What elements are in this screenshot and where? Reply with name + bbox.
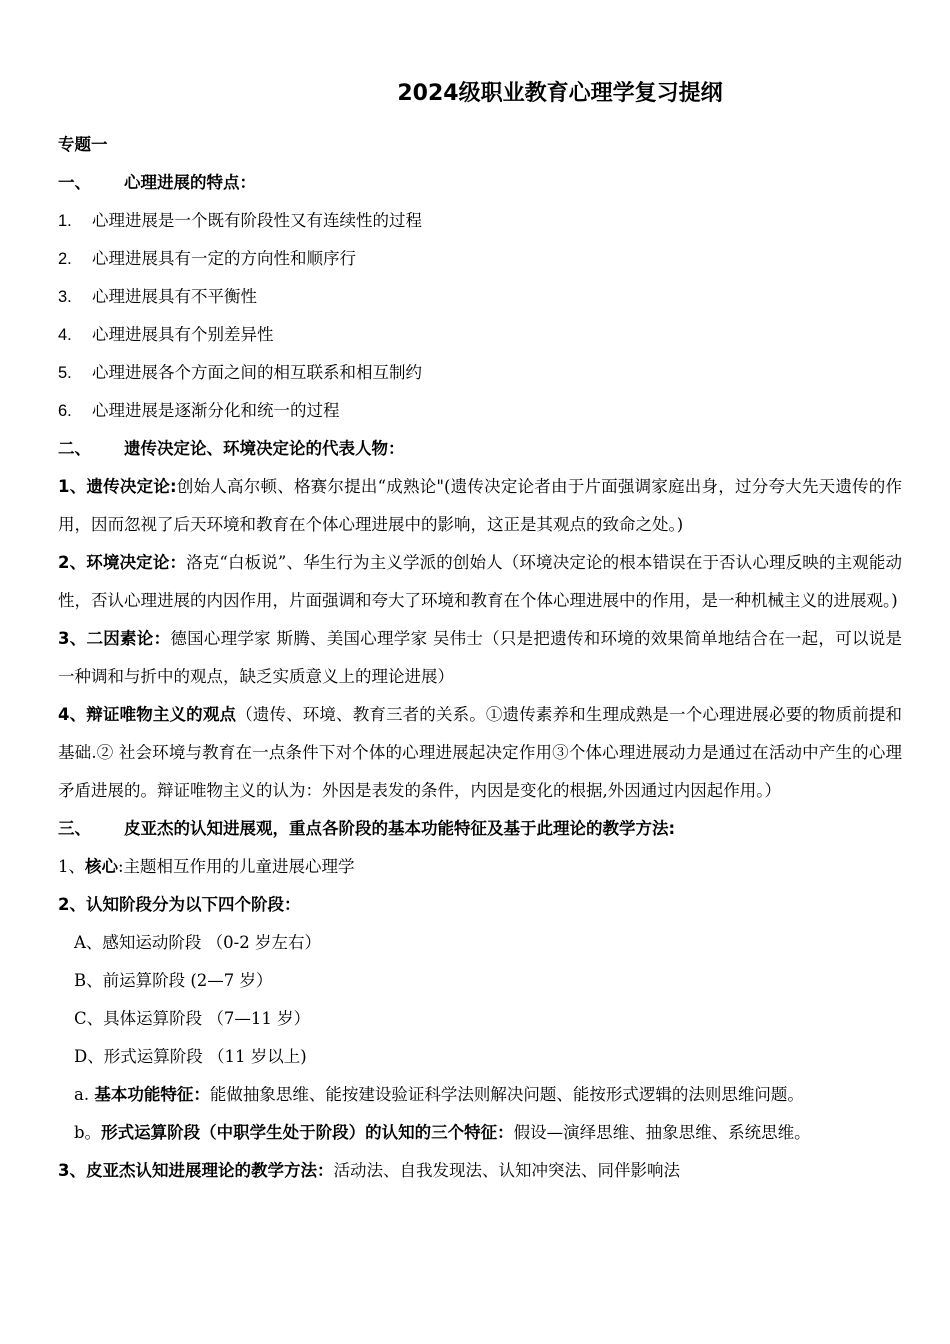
list-item-number: 1. (58, 212, 72, 230)
paragraph-text: 洛克“白板说”、华生行为主义学派的创始人（环境决定论的根本错误在于否认心理反映的主观能动性，否认心理进展的内因作用，片面强调和夸大了环境和教育在个体心理进展中的作用，是一种机械主义的进展观。) (58, 553, 903, 610)
stage-item: A、感知运动阶段 （0-2 岁左右） (74, 933, 321, 952)
paragraph-label: 4、辩证唯物主义的观点 (58, 705, 237, 724)
formal-operations-features (58, 1114, 902, 1152)
paragraph-dialectical-materialism (58, 696, 902, 810)
section-1-number: 一、 (58, 173, 91, 192)
methods-text: 活动法、自我发现法、认知冲突法、同伴影响法 (333, 1161, 680, 1180)
features-text: 能做抽象思维、能按建设验证科学法则解决问题、能按形式逻辑的法则思维问题。 (209, 1085, 804, 1104)
paragraph-text: 创始人高尔顿、格赛尔提出“成熟论"(遗传决定论者由于片面强调家庭出身，过分夸大先天遗传的作用，因而忽视了后天环境和教育在个体心理进展中的影响，这正是其观点的致命之处。) (58, 477, 902, 534)
list-item (58, 278, 902, 316)
stage-item: B、前运算阶段 (2—7 岁） (74, 971, 273, 990)
list-item (58, 240, 902, 278)
topic-heading: 专题一 (58, 135, 108, 154)
paragraph-environment-determinism (58, 544, 902, 620)
paragraph-text: 德国心理学家 斯腾、美国心理学家 吴伟士（只是把遗传和环境的效果简单地结合在一起，可以说是一种调和与折中的观点，缺乏实质意义上的理论进展） (58, 629, 902, 686)
methods-label: 3、皮亚杰认知进展理论的教学方法： (58, 1161, 334, 1180)
paragraph-text: （遗传、环境、教育三者的关系。①遗传素养和生理成熟是一个心理进展必要的物质前提和基础.② 社会环境与教育在一点条件下对个体的心理进展起决定作用③个体心理进展动力是通过在活动中产生的心理矛盾进展的。辩证唯物主义的认为：外因是表发的条件，内因是变化的根据,外因通过内因起作用。） (58, 705, 903, 800)
list-item-text: 心理进展是逐渐分化和统一的过程 (92, 401, 340, 420)
list-item (58, 392, 902, 430)
section-3-title: 皮亚杰的认知进展观，重点各阶段的基本功能特征及基于此理论的教学方法: (124, 819, 676, 838)
paragraph-label: 2、环境决定论： (58, 553, 187, 572)
features-label: 基本功能特征： (94, 1085, 210, 1104)
formal-text: 假设—演绎思维、抽象思维、系统思维。 (513, 1123, 811, 1142)
section-2-number: 二、 (58, 439, 91, 458)
features-prefix: a. (74, 1085, 95, 1104)
list-item (58, 202, 902, 240)
stage-item: C、具体运算阶段 （7—11 岁） (74, 1009, 311, 1028)
teaching-methods (58, 1152, 902, 1190)
paragraph-label: 1、遗传决定论: (58, 477, 177, 496)
section-1-heading (58, 164, 902, 202)
core-prefix: 1、 (58, 857, 85, 876)
list-item-number: 4. (58, 326, 72, 344)
section-3-heading (58, 810, 902, 848)
core-text: :主题相互作用的儿童进展心理学 (118, 857, 355, 876)
stages-heading: 2、认知阶段分为以下四个阶段： (58, 895, 301, 914)
section-2-heading (58, 430, 902, 468)
list-item-text: 心理进展具有一定的方向性和顺序行 (92, 249, 356, 268)
piaget-core (58, 848, 902, 886)
section-1-title: 心理进展的特点： (124, 173, 256, 192)
document-title: 2024级职业教育心理学复习提纲 (397, 81, 723, 106)
list-item-number: 5. (58, 364, 72, 382)
formal-prefix: b。 (74, 1123, 102, 1142)
basic-features (58, 1076, 902, 1114)
list-item-text: 心理进展具有不平衡性 (92, 287, 257, 306)
list-item-text: 心理进展各个方面之间的相互联系和相互制约 (92, 363, 422, 382)
section-2-title: 遗传决定论、环境决定论的代表人物： (124, 439, 405, 458)
paragraph-label: 3、二因素论： (58, 629, 171, 648)
stage-item: D、形式运算阶段 （11 岁以上) (74, 1047, 307, 1066)
paragraph-heredity-determinism (58, 468, 902, 544)
list-item-number: 2. (58, 250, 72, 268)
list-item (58, 316, 902, 354)
paragraph-two-factor-theory (58, 620, 902, 696)
core-label: 核心 (85, 857, 118, 876)
formal-label: 形式运算阶段（中职学生处于阶段）的认知的三个特征： (101, 1123, 514, 1142)
list-item-number: 6. (58, 402, 72, 420)
list-item-text: 心理进展具有个别差异性 (92, 325, 274, 344)
list-item-text: 心理进展是一个既有阶段性又有连续性的过程 (92, 211, 422, 230)
list-item (58, 354, 902, 392)
section-3-number: 三、 (58, 819, 91, 838)
list-item-number: 3. (58, 288, 72, 306)
